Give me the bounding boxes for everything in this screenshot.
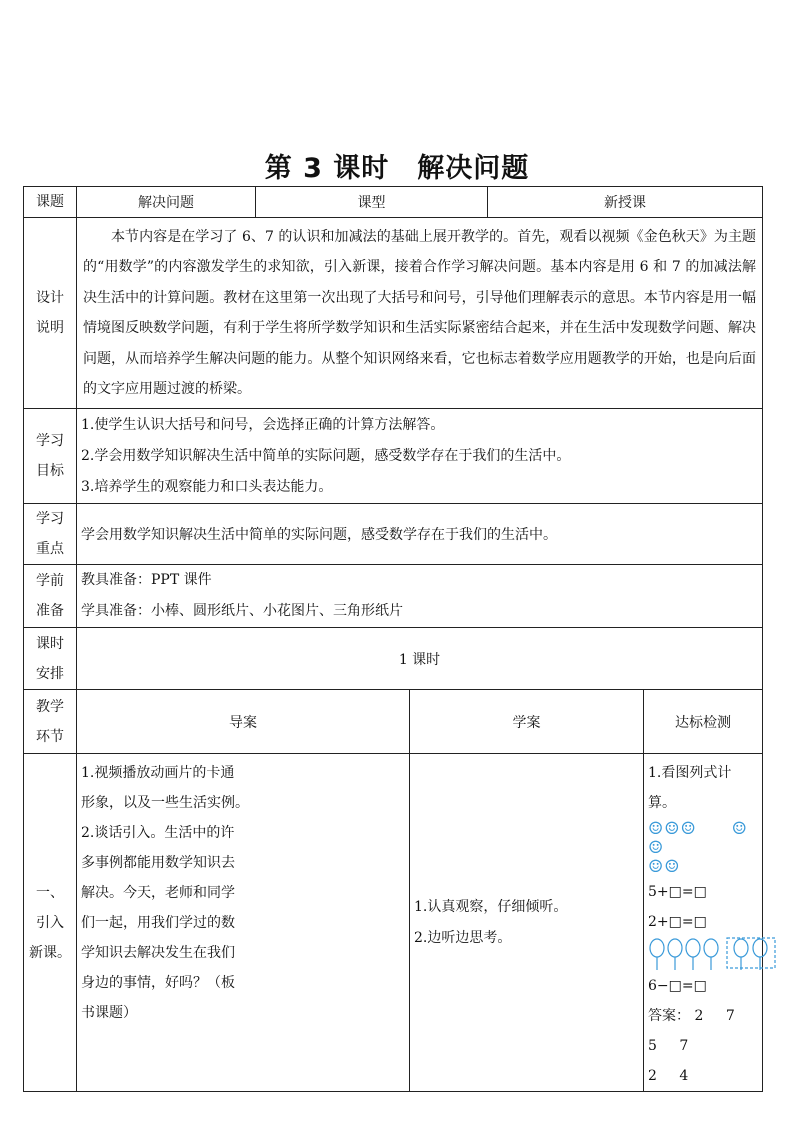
goal-item: 3.培养学生的观察能力和口头表达能力。: [81, 478, 333, 495]
phase-label-line1: 教学: [36, 698, 64, 715]
schedule-label: [24, 628, 77, 690]
section-one-label-line3: 新课。: [29, 944, 71, 961]
answer-label: 答案：: [648, 1008, 690, 1024]
guide-line: 学知识去解决发生在我们: [81, 945, 235, 961]
goals-label-line2: 目标: [36, 463, 64, 479]
schedule-label-line2: 安排: [36, 665, 64, 682]
check-heading: 1.看图列式计算。: [648, 765, 732, 811]
equation-add-2: 2+□=□: [648, 914, 707, 930]
prep-student: 学具准备：小棒、圆形纸片、小花图片、三角形纸片: [81, 603, 403, 619]
page-title: 第 3 课时 解决问题: [264, 153, 530, 184]
prep-label-line2: 准备: [36, 603, 64, 619]
guide-line: 1.视频播放动画片的卡通: [81, 765, 235, 781]
goal-item: 1.使学生认识大括号和问号，会选择正确的计算方法解答。: [81, 416, 445, 433]
equation-subtract: 6−□=□: [648, 978, 707, 994]
phase-label: [24, 690, 77, 754]
prep-content: [77, 565, 763, 628]
goals-label-line1: 学习: [36, 433, 64, 449]
guide-line: 解决。今天，老师和同学: [81, 885, 235, 901]
answer-line-2: [648, 1061, 758, 1091]
answer-value: 5: [648, 1038, 657, 1054]
section-one-guide: [77, 754, 410, 1092]
equation-add-1: 5+□=□: [648, 884, 707, 900]
topic-row: [24, 187, 763, 218]
schedule-label-line1: 课时: [36, 635, 64, 652]
guide-line: 2.谈话引入。生活中的许: [81, 825, 235, 841]
section-one-label: [24, 754, 77, 1092]
focus-row: [24, 504, 763, 565]
study-line: 2.边听边思考。: [414, 929, 512, 946]
answer-value: 4: [679, 1068, 689, 1084]
lesson-type-value: 新授课: [488, 187, 763, 218]
goals-row: [24, 409, 763, 504]
design-label-line2: 说明: [36, 320, 64, 336]
topic-label: 课题: [24, 187, 77, 218]
goals-list: [77, 409, 763, 504]
answer-value: 7: [679, 1038, 689, 1054]
design-text: 本节内容是在学习了 6、7 的认识和加减法的基础上展开教学的。首先，观看以视频《金色秋天》为主题的“用数学”的内容激发学生的求知欲，引入新课，接着合作学习解决问题。基本内容是用 6 和 7 的加减法解决生活中的计算问题。教材在这里第一次出现了大括号和问号，引导他们理解表示的意思。本节内容是用一幅情境图反映数学问题，有利于学生将所学数学知识和生活实际紧密结合起来，并在生活中发现数学问题、解决问题，从而培养学生解决问题的能力。从整个知识网络来看，它也标志着数学应用题教学的开始，也是向后面的文字应用题过渡的桥梁。: [77, 218, 763, 409]
section-one-check: [644, 754, 763, 1092]
answer-line-1: [648, 1001, 758, 1061]
answer-value: 2: [648, 1068, 657, 1084]
prep-label-line1: 学前: [36, 573, 64, 589]
study-column-header: 学案: [410, 690, 644, 754]
schedule-value: 1 课时: [77, 628, 763, 690]
answer-value: 2: [694, 1008, 704, 1024]
guide-line: 形象，以及一些生活实例。: [81, 795, 249, 811]
focus-label-line2: 重点: [36, 541, 64, 557]
balloon-group: [648, 937, 758, 971]
prep-row: [24, 565, 763, 628]
section-one-study: [410, 754, 644, 1092]
check-column-header: 达标检测: [644, 690, 763, 754]
goals-label: [24, 409, 77, 504]
goal-item: 2.学会用数学知识解决生活中简单的实际问题，感受数学存在于我们的生活中。: [81, 447, 571, 464]
answer-value: 7: [725, 1008, 735, 1024]
section-one-label-line1: 一、: [36, 884, 64, 901]
prep-teacher: 教具准备：PPT 课件: [81, 572, 212, 588]
topic-value: 解决问题: [77, 187, 256, 218]
design-label-line1: 设计: [36, 290, 64, 306]
focus-label: [24, 504, 77, 565]
study-line: 1.认真观察，仔细倾听。: [414, 898, 568, 915]
section-one-row: [24, 754, 763, 1092]
smiley-icon: ☺☺: [648, 819, 748, 858]
focus-label-line1: 学习: [36, 511, 64, 527]
smiley-group: [648, 820, 758, 877]
smiley-icon: ☺☺☺: [648, 819, 697, 839]
phase-header-row: [24, 690, 763, 754]
focus-text: 学会用数学知识解决生活中简单的实际问题，感受数学存在于我们的生活中。: [77, 504, 763, 565]
schedule-row: [24, 628, 763, 690]
lesson-type-label: 课型: [256, 187, 488, 218]
guide-line: 多事例都能用数学知识去: [81, 855, 235, 871]
phase-label-line2: 环节: [36, 728, 64, 745]
smiley-icon: ☺☺: [648, 857, 681, 877]
section-one-label-line2: 引入: [36, 914, 64, 931]
prep-label: [24, 565, 77, 628]
design-label: [24, 218, 77, 409]
guide-line: 书课题）: [81, 1005, 137, 1021]
guide-line: 身边的事情，好吗？（板: [81, 975, 235, 991]
balloon-icon: [648, 937, 778, 971]
design-row: [24, 218, 763, 409]
guide-line: 们一起，用我们学过的数: [81, 915, 235, 931]
guide-column-header: 导案: [77, 690, 410, 754]
lesson-plan-table: [23, 186, 763, 1092]
